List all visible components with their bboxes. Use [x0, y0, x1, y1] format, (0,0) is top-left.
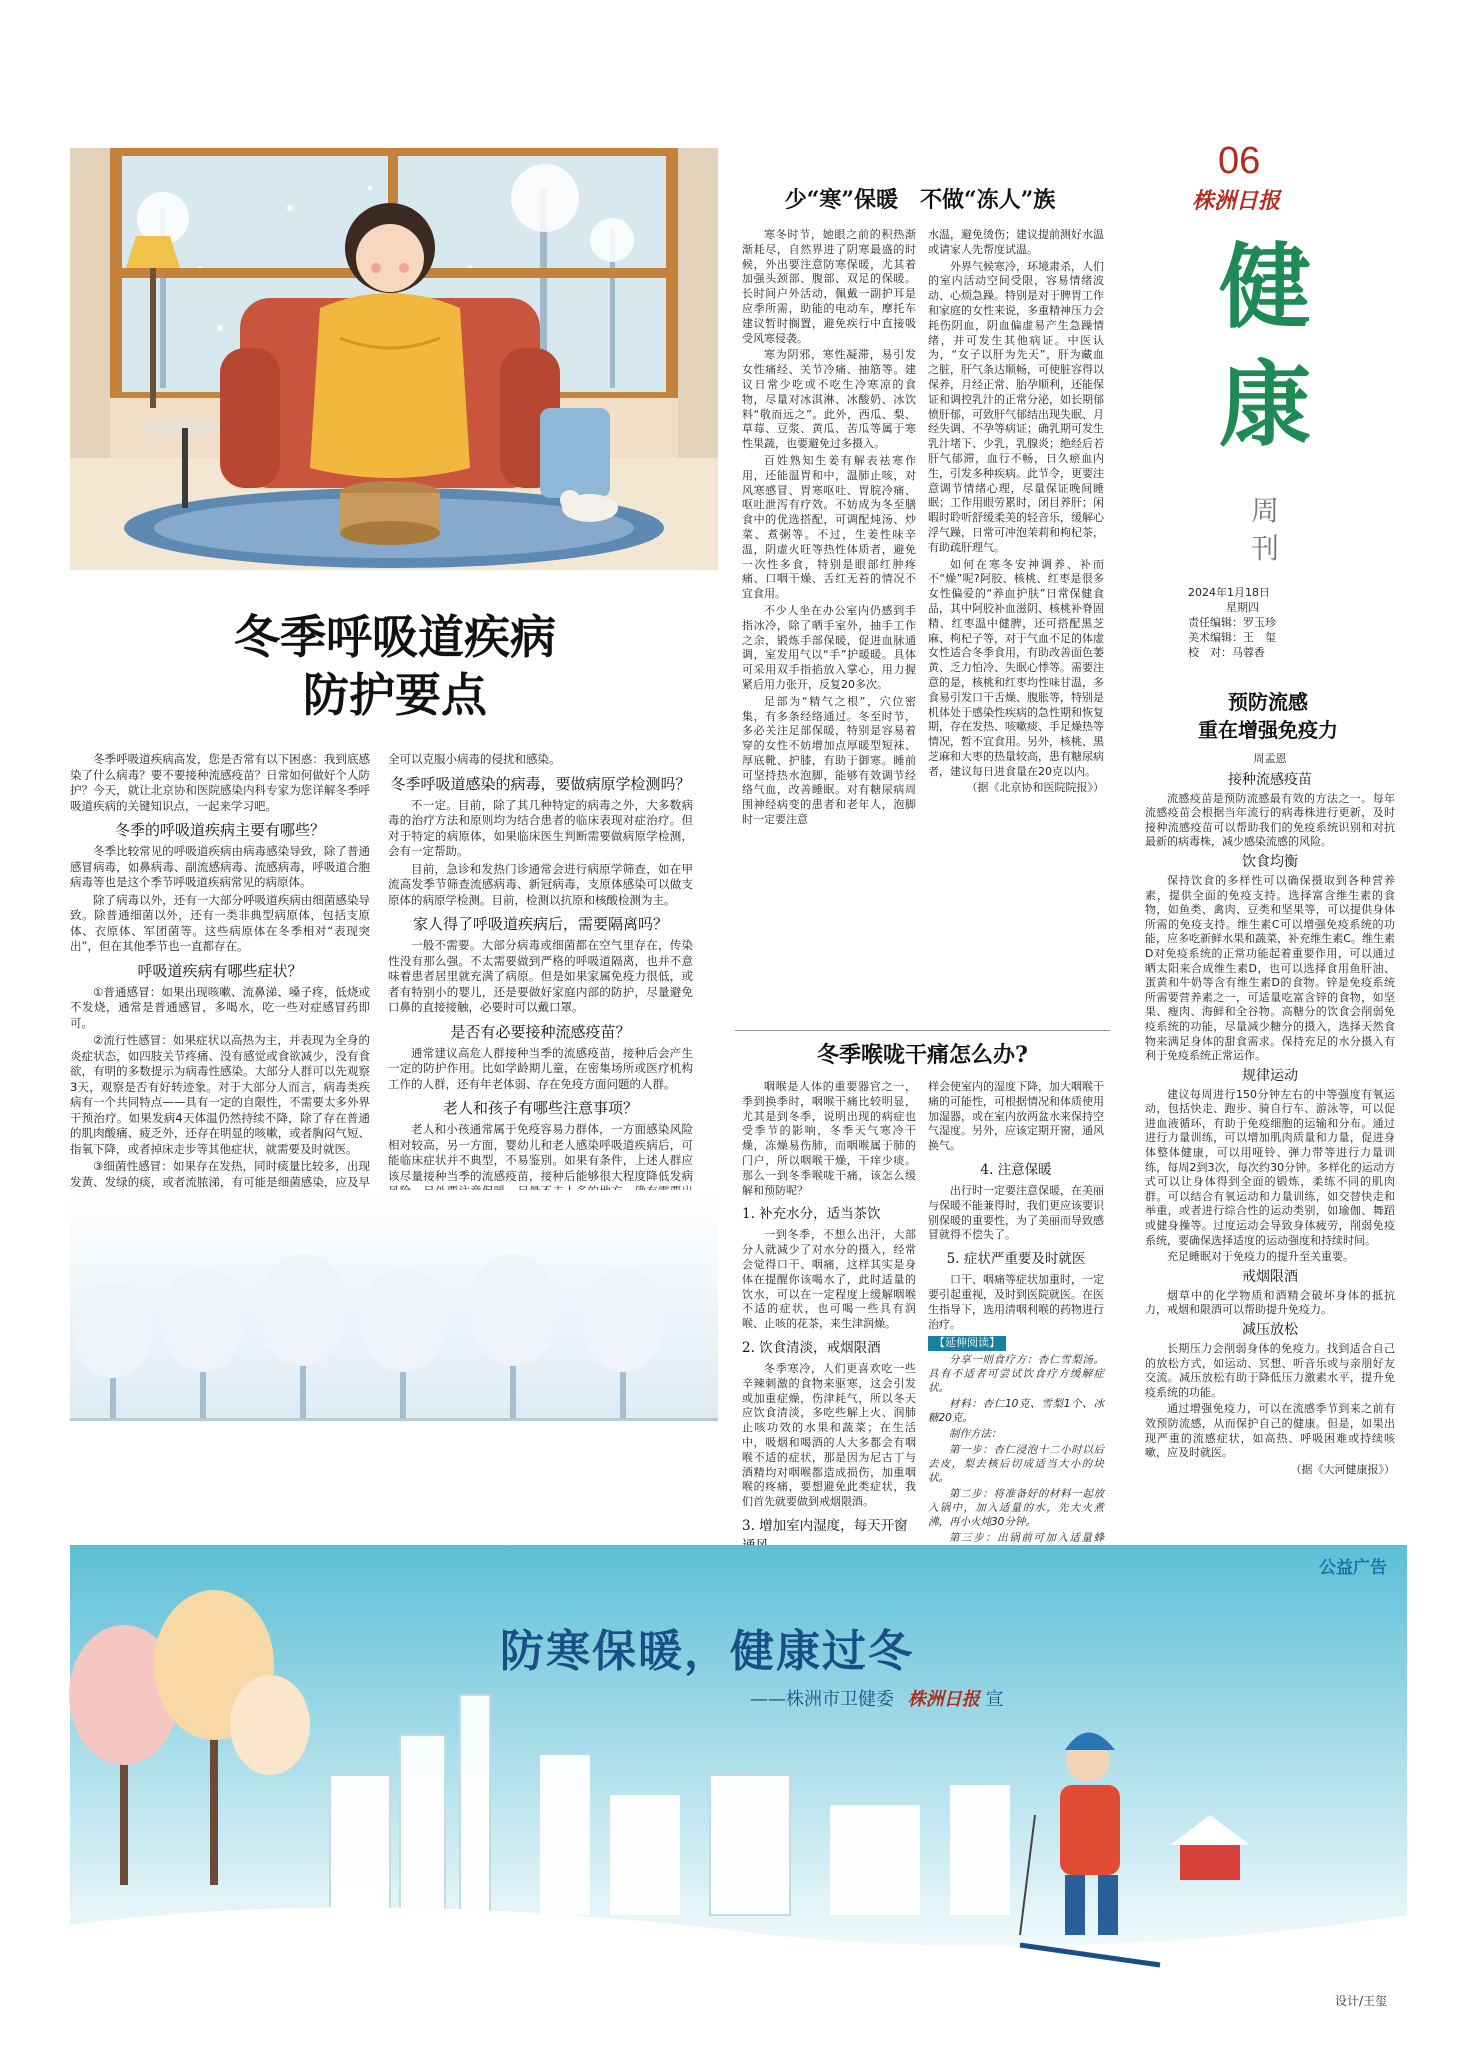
section-subtitle	[1225, 492, 1305, 568]
throat-article-title: 冬季喉咙干痛怎么办?	[817, 1042, 1028, 1068]
throat-subhead: 3. 增加室内湿度，每天开窗	[742, 1517, 908, 1534]
cold-article-col1	[742, 228, 916, 1018]
paper-name: 株洲日报	[1192, 188, 1281, 214]
issue-date: 2024年1月18日	[1188, 586, 1270, 599]
flu-subhead: 饮食均衡	[1242, 853, 1298, 870]
issue-art-editor: 美术编辑：王 玺	[1188, 631, 1276, 644]
throat-subhead: 4. 注意保暖	[980, 1161, 1052, 1178]
main-paragraph: 通常建议高危人群接种当季的流感疫苗，接种后会产生一定的防护作用。比如学龄期儿童，在密集场所或医疗机构工作的人群，还有年老体弱、存在免疫方面问题的人群。	[388, 1045, 693, 1091]
throat-paragraph: 咽喉是人体的重要器官之一，季到换季时，咽喉干痛比较明显，尤其是到冬季，说明出现的病症也受季节的影响，冬季天气寒冷干燥，冻燥易伤肺，而咽喉属于肺的门户，所以咽喉干燥，干痒少痰。那么一到冬季喉咙干痛，该怎么缓解和预防呢？	[742, 1080, 916, 1197]
flu-paragraph: 通过增强免疫力，可以在流感季节到来之前有效预防流感，从而保护自己的健康。但是，如果出现严重的流感症状，如高热、呼吸困难或持续咳嗽，应及时就医。	[1145, 1402, 1395, 1460]
page-number: 06	[1218, 140, 1261, 182]
flu-title-line1: 预防流感	[1228, 690, 1308, 714]
flu-subhead: 减压放松	[1242, 1322, 1298, 1338]
main-paragraph: 全可以克服小病毒的侵扰和感染。	[388, 752, 561, 766]
flu-title-line2: 重在增强免疫力	[1198, 718, 1338, 742]
throat-paragraph: 样会使室内的湿度下降，加大咽喉干痛的可能性，可根据情况和体质使用加湿器，或在室内放两盆水来保持空气湿度。另外，应该定期开窗，通风换气。	[928, 1080, 1104, 1153]
flu-subhead: 规律运动	[1242, 1067, 1298, 1084]
flu-source: （据《大河健康报》）	[1290, 1462, 1395, 1476]
snowy-trees-photo	[70, 1190, 718, 1518]
main-paragraph: ①普通感冒：如果出现咳嗽、流鼻涕、嗓子疼，低烧或不发烧，通常是普通感冒，多喝水，吃一些对症感冒药即可。	[70, 984, 370, 1030]
section-title-char: 康	[1218, 351, 1311, 459]
designer-credit: 设计/王玺	[1334, 1994, 1387, 2008]
flu-subhead: 接种流感疫苗	[1228, 771, 1312, 788]
cold-article-title: 少“寒”保暖 不做“冻人”族	[784, 187, 1056, 213]
issue-proofreader: 校 对：马蓉香	[1188, 646, 1265, 659]
extended-reading-label: 【延伸阅读】	[928, 1336, 1006, 1351]
public-service-ad	[70, 1545, 1407, 2021]
ad-sponsor: ——株洲市卫健委	[750, 1689, 894, 1710]
main-paragraph: ②流行性感冒：如果症状以高热为主，并表现为全身的炎症状态，如四肢关节疼痛、没有感觉或食欲减少，没有食欲，有明的多数提示为病毒性感染。大部分人群可以先观察3天，观察是否有好转迹象。对于大部分人而言，病毒类疾病有一个共同特点——具有一定的自限性，不需要太多外界干预治疗。如果发病4天体温仍然持续不降，除了存在普通的肌肉酸痛、疲乏外，还存在明显的咳嗽，或者胸闷气短、指氧下降，或者掉床走步等其他症状，就需要及时就医。	[70, 1033, 370, 1156]
section-title-char: 健	[1218, 233, 1311, 341]
cold-source: （据《北京协和医院院报》）	[966, 781, 1104, 795]
main-paragraph: 冬季比较常见的呼吸道疾病由病毒感染导致，除了普通感冒病毒，如鼻病毒、副流感病毒、流感病毒，呼吸道合胞病毒等也是这个季节呼吸道疾病常见的病原体。	[70, 844, 370, 889]
flu-paragraph: 充足睡眠对于免疫力的提升至关重要。	[1167, 1250, 1354, 1264]
cold-paragraph: 如何在寒冬安神调养、补而不“燥”呢?阿胶、核桃、红枣是很多女性偏爱的“养血护肤”日常保健食品，其中阿胶补血滋阴、核桃补脊固精、红枣温中健脾，还可搭配黑芝麻、枸杞子等，对于气血不足的体虚女性适合冬季食用，有助改善面色萎黄、乏力怕冷、失眠心悸等。需要注意的是，核桃和红枣均性味甘温，多食易引发口干舌燥、腹胀等，特别是机体处于感染性疾病的急性期和恢复期，存在发热、咳嗽痰、手足燥热等情况，暂不宜食用。另外，核桃、黑芝麻和大枣的热量较高，患有糖尿病者，建议每日进食量在20克以内。	[928, 557, 1104, 778]
flu-paragraph: 流感疫苗是预防流感最有效的方法之一。每年流感疫苗会根据当年流行的病毒株进行更新，及时接种流感疫苗可以帮助我们的免疫系统识别和对抗最新的病毒株，减少感染流感的风险。	[1145, 791, 1395, 849]
throat-article-col1	[742, 1080, 916, 1550]
flu-subhead: 戒烟限酒	[1242, 1268, 1298, 1285]
main-paragraph: 一般不需要。大部分病毒或细菌都在空气里存在，传染性没有那么强。不太需要做到严格的呼吸道隔离，也并不意味着患者居里就充满了病原。但是如果家属免疫力很低，或者有特别小的婴儿，还是要做好家庭内部的防护，尽量避免口鼻的直接接触，必要时可以戴口罩。	[388, 938, 693, 1014]
cold-paragraph: 足部为“精气之根”，穴位密集，有多条经络通过。冬至时节，多必关注足部保暖，特别是容易着穿的女性不妨增加点厚暖型短袜、厚底靴、护膝，有助于御寒。睡前可坚持热水泡脚，能够有效调节经络气血，改善睡眠。对有糖尿病周围神经病变的患者和老年人，泡脚时一定要注意	[742, 694, 916, 827]
throat-subhead: 5. 症状严重要及时就医	[946, 1251, 1086, 1268]
main-intro: 冬季呼吸道疾病高发，您是否常有以下困惑：我到底感染了什么病毒？要不要接种流感疫苗？日常如何做好个人防护？今天，就让北京协和医院感染内科专家为您详解冬季呼吸道疾病的关键知识点，一起来学习吧。	[70, 752, 370, 813]
ad-sponsor-paper: 株洲日报	[907, 1689, 980, 1710]
flu-paragraph: 建议每周进行150分钟左右的中等强度有氧运动，包括快走、跑步、骑自行车、游泳等，可以促进血液循环，有助于免疫细胞的运输和分布。通过进行力量训练，可以增加肌肉质量和力量，促进身体整体健康，可以用哑铃、弹力带等进行力量训练，每周2到3次，每次约30分钟。多样化的运动方式可以让身体得到全面的锻炼，柔练不同的肌肉群。可以结合有氧运动和力量训练，如交替快走和举重，或者进行综合性的运动类别，如瑜伽、舞蹈或健身操等。过度运动会导致身体疲劳，削弱免疫系统，要确保选择适度的运动强度和持续时间。	[1145, 1087, 1395, 1247]
section-subtitle-char: 刊	[1250, 532, 1279, 565]
main-paragraph: 老人和小孩通常属于免疫容易力群体，一方面感染风险相对较高，另一方面，婴幼儿和老人感染呼吸道疾病后，可能临床症状并不典型，不易鉴别。如果有条件，上述人群应该尽量接种当季的流感疫苗，接种后能够很大程度降低发病	[388, 1122, 693, 1183]
flu-paragraph: 长期压力会削弱身体的免疫力。找到适合自己的放松方式，如运动、冥想、听音乐或与亲朋好友交流。减压放松有助于降低压力激素水平，提升免疫系统的功能。	[1145, 1342, 1395, 1399]
recipe-line: 第三步：出锅前可加入适量蜂	[949, 1532, 1104, 1545]
flu-paragraph: 保持饮食的多样性可以确保摄取到各种营养素，提供全面的免疫支持。选择富含维生素的食物，如鱼类、禽肉、豆类和坚果等，可以提供身体所需的免疫支持。维生素C可以增强免疫系统的功能，应多吃新鲜水果和蔬菜，补充维生素C。维生素D对免疫系统的正常功能起着重要作用，可以通过晒太阳来合成维生素D，也可以选择食用鱼肝油、蛋黄和牛奶等含有维生素D的食物。锌是免疫系统所需要营养素之一，可适量吃富含锌的食物，如坚果、瘦肉、海鲜和全谷物。高糖分的饮食会削弱免疫系统的功能，尽量减少糖分的摄入，选择天然食物来满足身体的甜食需求。保持充足的水分摄入有利于免疫系统正常运作。	[1145, 873, 1395, 1063]
main-subhead-4: 冬季呼吸道感染的病毒，要做病原学检测吗？	[390, 774, 691, 793]
throat-article-col2	[928, 1080, 1104, 1550]
throat-subhead: 1. 补充水分，适当茶饮	[742, 1206, 881, 1223]
section-subtitle-char: 周	[1250, 494, 1279, 527]
ad-sponsor-suffix: 宣	[985, 1689, 1004, 1710]
illustration-warm-room	[70, 148, 718, 570]
issue-editor: 责任编辑：罗玉珍	[1188, 616, 1276, 629]
main-subhead-1: 冬季的呼吸道疾病主要有哪些？	[114, 821, 325, 839]
cold-article-col2	[928, 228, 1104, 1028]
throat-paragraph: 出行时一定要注意保暖，在美丽与保暖不能兼得时，我们更应该要识别保暖的重要性，为了美丽而导致感冒就得不偿失了。	[928, 1183, 1104, 1242]
snowy-trees-svg	[70, 1190, 718, 1518]
cold-paragraph: 不少人坐在办公室内仍感到手指冰冷，除了晒手室外，抽手工作之余，锻炼手部保暖，促进血脉通调，室发用气以“手”护暖暖。具体可采用双手指掐放入掌心，用力握紧后用力张开，反复20多次。	[742, 603, 916, 691]
main-subhead-7: 老人和孩子有哪些注意事项？	[442, 1099, 638, 1117]
main-subhead-2: 呼吸道疾病有哪些症状？	[137, 961, 303, 980]
recipe-line: 分享一则食疗方：杏仁雪梨汤。具有不适者可尝试饮食疗方缓解症状。	[928, 1354, 1104, 1395]
cold-paragraph: 寒冬时节，她眼之前的积热渐渐耗尽，自然界进了阴寒最盛的时候，外出要注意防寒保暖，尤其着加强头颈部、腹部、双足的保暖。长时间户外活动，佩戴一副护耳是应季所需，助能的电动车，摩托车建议暂时搁置，避免疾行中直接吸受风寒侵袭。	[742, 228, 916, 345]
throat-subhead: 2. 饮食清淡，戒烟限酒	[742, 1339, 881, 1356]
main-article-col2	[388, 752, 693, 1212]
main-title-line2: 防护要点	[303, 668, 487, 722]
flu-article-body	[1145, 752, 1395, 1542]
main-title-line1: 冬季呼吸道疾病	[234, 610, 556, 664]
ad-slogan: 防寒保暖，健康过冬	[500, 1626, 914, 1677]
flu-paragraph: 烟草中的化学物质和酒精会破坏身体的抵抗力，戒烟和限酒可以帮助提升免疫力。	[1145, 1288, 1395, 1317]
illustration-svg	[70, 148, 718, 570]
recipe-line: 第一步：杏仁浸泡十二小时以后去皮，梨去核后切成适当大小的块状。	[928, 1444, 1104, 1485]
throat-paragraph: 冬季寒冷，人们更喜欢吃一些辛辣刺激的食物来驱寒，这会引发或加重症燥，伤津耗气，所以冬天应饮食清淡，多吃些解上火、润肺止咳功效的水果和蔬菜；在生活中，吸烟和喝酒的人大多都会有咽喉不适的症状，那是因为尼古丁与酒精均对咽喉都造成损伤，加重咽喉的疼痛，要想避免此类症状，我们首先就要做到戒烟限酒。	[742, 1361, 916, 1509]
main-article-col1	[70, 752, 370, 1192]
ad-label: 公益广告	[1319, 1558, 1387, 1578]
throat-paragraph: 一到冬季，不想么出汗，大部分人就减少了对水分的摄入，经常会觉得口干、咽痛，这样其实是身体在提醒你该喝水了，此时适量的饮水，可以在一定程度上缓解咽喉不适的症状，也可喝一些具有润喉、止咳的花茶，来生津润燥。	[742, 1228, 916, 1331]
throat-paragraph: 口干、咽痛等症状加重时，一定要引起重视，及时到医院就医。在医生指导下，选用清咽利喉的药物进行治疗。	[928, 1273, 1104, 1331]
cold-paragraph: 寒为阴邪，寒性凝滞，易引发女性痛经、关节冷痛、抽筋等。建议日常少吃或不吃生冷寒凉的食物，尽量对冰淇淋、冰酸奶、冰饮料“敬而远之”。此外，西瓜、梨、草莓、豆浆、黄瓜、苦瓜等属于寒性果蔬，也要避免过多摄入。	[742, 348, 916, 451]
extended-reading-box	[928, 1336, 1104, 1351]
issue-weekday: 星期四	[1226, 601, 1259, 614]
cold-paragraph: 外界气候寒冷，环境肃杀，人们的室内活动空间受限，容易情绪波动、心烦急躁。特别是对于脾胃工作和家庭的女性来说，多重精神压力会耗伤阴血，阴血偏虚易产生急躁情绪，并可发生其他病证。中医认为，“女子以肝为先天”，肝为藏血之脏，肝气条达顺畅，可使脏容得以保养，月经正常、胎孕顺利，还能保证和调控乳汁的正常分泌，如长期郁愤肝郁，可致肝气郁结出现失眠、月经失调、不孕等病证；确乳期可发生乳汁堵下、少乳，乳腺炎；绝经后若肝气郁滞，血行不畅，日久瘀血内生，引发多种疾病。此节令，更要注意调节情绪心理，尽量保证晚间睡眠；工作用眼劳累时，闭目养肝；闲暇时聆听舒缓柔美的轻音乐，缓解心浮气躁，日常可冲泡茉莉和枸杞茶，有助疏肝理气。	[928, 259, 1104, 554]
divider	[735, 1030, 1110, 1031]
main-paragraph: ③细菌性感冒：如果存在发热，同时痰量比较多，出现发黄、发绿的痰，或者流脓涕，有可能是细菌感染，应及早	[70, 1159, 370, 1189]
main-paragraph: 除了病毒以外，还有一大部分呼吸道疾病由细菌感染导致。除普通细菌以外，还有一类非典型病原体，包括支原体、衣原体、军团菌等。这些病原体在冬季相对“表现突出”，但在其他季节也一直都存在。	[70, 892, 370, 953]
cold-paragraph: 水温，避免烫伤；建议提前测好水温或请家人先帮度试温。	[928, 228, 1104, 256]
recipe-box	[928, 1353, 1104, 1559]
recipe-line: 第二步：将准备好的材料一起放入锅中，加入适量的水，先大火煮沸，再小火炖30分钟。	[928, 1488, 1104, 1529]
ad-sponsor-line	[750, 1685, 1003, 1711]
section-title	[1210, 228, 1320, 464]
main-paragraph: 不一定。目前，除了其几种特定的病毒之外，大多数病毒的治疗方法和原则均为结合患者的临床表现对症治疗。但对于特定的病原体，如果临床医生判断需要做病原学检测，会有一定帮助。	[388, 797, 693, 858]
flu-author: 周孟恩	[1253, 752, 1287, 765]
main-subhead-6: 是否有必要接种流感疫苗？	[450, 1022, 631, 1041]
main-subhead-5: 家人得了呼吸道疾病后，需要隔离吗？	[412, 915, 668, 933]
flu-article-title	[1128, 688, 1408, 744]
issue-info	[1188, 585, 1328, 660]
cold-paragraph: 百姓熟知生姜有解表祛寒作用，还能温胃和中，温肺止咳，对风寒感冒、胃寒呕吐、胃脘冷痛、呕吐泄泻有疗效。不妨成为冬至膳食中的优选搭配，可调配炖汤、炒菜、煮粥等。不过，生姜性味辛温，阴虚火旺等热性体质者，避免一次性多食，特别是眼部红肿疼痛、口咽干燥、舌红无苔的情况不宜食用。	[742, 453, 916, 601]
recipe-line: 制作方法：	[949, 1428, 1002, 1441]
recipe-line: 材料：杏仁10克、雪梨1个、冰糖20克。	[928, 1398, 1104, 1425]
main-paragraph: 目前，急诊和发热门诊通常会进行病原学筛查，如在甲流高发季节筛查流感病毒、新冠病毒，支原体感染可以做支原体的病原学检测。目前，检测以抗原和核酸检测为主。	[388, 861, 693, 907]
main-article-title	[70, 608, 720, 724]
